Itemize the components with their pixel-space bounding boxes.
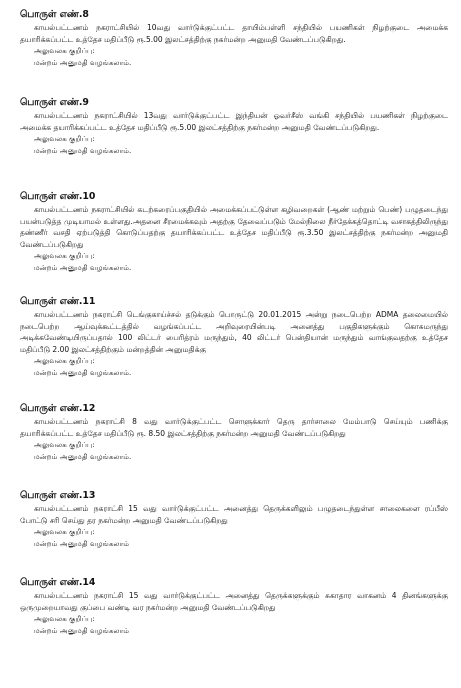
item-title: பொருள் எண்.9	[20, 97, 89, 108]
office-note-text: மன்றம் அனுமதி வழங்கலாம்	[34, 625, 130, 635]
agenda-item-12	[20, 403, 448, 462]
office-note-text: மன்றம் அனுமதி வழங்கலாம்.	[34, 262, 132, 272]
office-note-label: அலுவலக குறிப்பு:	[34, 614, 95, 624]
agenda-item-11	[20, 296, 448, 379]
item-body: காயல்பட்டணம் நகராட்சியில் 13வது வார்டுக்குட்பட்ட இந்தியன் ஓவர்சீஸ் வங்கி சந்தியில் பயணிகள் நிழற்குடை அமைக்க தயாரிக்கப்பட்ட உத்தேச மதிப்பீடு ரூ.5.00 இலட்சத்திற்கு நகர்மன்ற அனுமதி வேண்டப்படுகிறது.	[20, 111, 448, 132]
item-title: பொருள் எண்.10	[20, 191, 96, 202]
item-title: பொருள் எண்.12	[20, 403, 96, 414]
office-note-label: அலுவலக குறிப்பு:	[34, 251, 95, 261]
item-body: காயல்பட்டணம் நகராட்சி டெங்குகாய்ச்சல் தடுக்கும் பொருட்டு 20.01.2015 அன்று நடைபெற்ற ADMA தலைமையில் நடைபெற்ற ஆய்வுக்கூட்டத்தில் வழங்கப்பட்ட அறிவுரையின்படி அனைத்து பகுதிகளுக்கும் கொசுமருந்து அடிக்கவேண்டியிருப்பதால் 100 லிட்டர் பைரித்ரம் மருந்தும், 40 லிட்டர் பென்தியான் மருந்தும் வாங்குவதற்கு உத்தேச மதிப்பீடு 2.00 இலட்சத்திற்கும் மன்றத்தின் அனுமதிக்கு	[20, 310, 448, 354]
item-title: பொருள் எண்.8	[20, 9, 89, 20]
agenda-item-14	[20, 577, 448, 636]
office-note-text: மன்றம் அனுமதி வழங்கலாம்.	[34, 367, 132, 377]
office-note-label: அலுவலக குறிப்பு:	[34, 440, 95, 450]
office-note-text: மன்றம் அனுமதி வழங்கலாம்.	[34, 145, 132, 155]
office-note-text: மன்றம் அனுமதி வழங்கலாம்.	[34, 451, 132, 461]
item-body: காயல்பட்டணம் நகராட்சி 8 வது வார்டுக்குட்பட்ட சொளுக்கார் தெரு தார்சாலை மேம்பாடு செய்யும் பணிக்கு தயாரிக்கப்பட்ட உத்தேச மதிப்பீடு ரூ. 8.50 இலட்சத்திற்கு நகர்மன்ற அனுமதி வேண்டப்படுகிறது	[20, 417, 448, 438]
office-note-label: அலுவலக குறிப்பு:	[34, 356, 95, 366]
office-note-text: மன்றம் அனுமதி வழங்கலாம்	[34, 538, 130, 548]
item-body: காயல்பட்டணம் நகராட்சி 15 வது வார்டுக்குட்பட்ட அனைத்து தெருக்களிலும் பழுதடைந்துள்ள சாலைகளை ரப்பீஸ் போட்டு சரி செய்து தர நகர்மன்ற அனுமதி வேண்டப்படுகிறது	[20, 504, 448, 525]
agenda-item-13	[20, 490, 448, 549]
item-body: காயல்பட்டணம் நகராட்சியில் 10வது வார்டுக்குட்பட்ட தாயிம்பள்ளி சந்தியில் பயணிகள் நிழற்குடை அமைக்க தயாரிக்கப்பட்ட உத்தேச மதிப்பீடு ரூ.5.00 இலட்சத்திற்கு நகர்மன்ற அனுமதி வேண்டப்படுகிறது.	[20, 23, 448, 44]
office-note-text: மன்றம் அனுமதி வழங்கலாம்.	[34, 57, 132, 67]
office-note-label: அலுவலக குறிப்பு:	[34, 46, 95, 56]
agenda-item-10	[20, 191, 448, 274]
office-note-label: அலுவலக குறிப்பு:	[34, 134, 95, 144]
item-title: பொருள் எண்.11	[20, 296, 96, 307]
item-title: பொருள் எண்.13	[20, 490, 96, 501]
item-body: காயல்பட்டணம் நகராட்சி 15 வது வார்டுக்குட்பட்ட அனைத்து தெருக்களுக்கும் சுகாதார வாகனம் 4 தினங்களுக்கு ஒருமுறையாவது குப்பை வண்டி வர நகர்மன்ற அனுமதி வேண்டப்படுகிறது	[20, 591, 448, 612]
agenda-item-8	[20, 9, 448, 68]
office-note-label: அலுவலக குறிப்பு:	[34, 527, 95, 537]
item-body: காயல்பட்டணம் நகராட்சியில் கடற்கரைப்பகுதியில் அமைக்கப்பட்டுள்ள கழிவறைகள் (ஆண் மற்றும் பெண்) பழுதடைந்து பயன்படுத்த முடியாமல் உள்ளது.அதனை சீரமைக்கவும் அதற்கு தேவைப்படும் மேல்நிலை நீர்தேக்கத்தொட்டி வசாகத்திலிருந்து தண்ணீர் வசதி ஏற்படுத்தி கொடுப்பதற்கு தயாரிக்கப்பட்ட உத்தேச மதிப்பீடு ரூ.3.50 இலட்சத்திற்கு நகர்மன்ற அனுமதி வேண்டப்படுகிறது	[20, 205, 448, 249]
item-title: பொருள் எண்.14	[20, 577, 96, 588]
agenda-item-9	[20, 97, 448, 156]
